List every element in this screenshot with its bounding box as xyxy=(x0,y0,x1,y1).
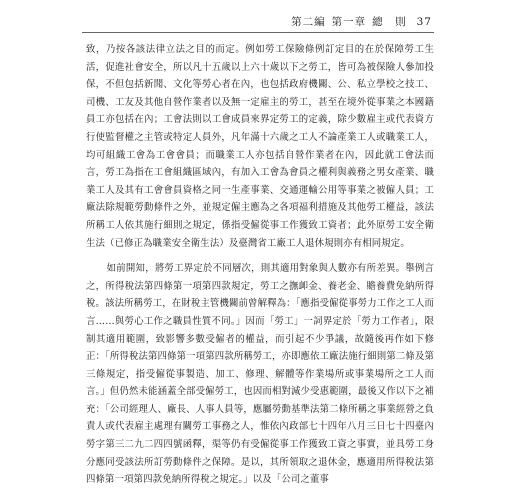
body-text xyxy=(86,41,434,489)
page-number: 37 xyxy=(416,16,432,28)
paragraph-gap xyxy=(86,252,434,260)
running-header xyxy=(291,14,432,29)
chapter-label: 第一章 xyxy=(331,16,367,28)
paragraph-2: 如前開知，將勞工界定於不同層次，則其適用對象與人數亦有所差異。舉例言之，所得稅法第四條第一項第四款規定，勞工之撫卹金、養老金、贍養費免納所得稅。該法所稱勞工，在財稅主管機關前曾解釋為：「應指受僱從事勞力工作之工人而言……與勞心工作之職員性質不同。」因而「勞工」一詞界定於「勞力工作者」，限制其適用範圍，致影響多數受僱者的權益，而引起不少爭議，故隨後再作如下修正：「所得稅法第四條第一項第四款所稱勞工，亦即應依工廠法施行細則第二條及第三條規定，指受僱從事製造、加工、修理、解體等作業場所或事業場所之工人而言。」但仍然未能涵蓋全部受僱勞工，也因而相對減少受惠範圍，最後又作以下之補充：「公司經理人、廠長、人事人員等，應屬勞動基準法第二條所稱之事業經營之負責人或代表雇主處理有關勞工事務之人，惟依內政部七十四年八月三日七十四臺內勞字第三二九二四四號函釋，渠等仍有受僱從事工作獲致工資之事實，並具勞工身分應同受該法所訂勞動條件之保障。是以，其所領取之退休金，應適用所得稅法第四條第一項第四款免納所得稅之規定。」以及「公司之董事 xyxy=(86,263,434,486)
section-label: 總 則 xyxy=(372,16,407,28)
part-label: 第二編 xyxy=(291,16,326,28)
paragraph-1: 致，乃按各該法律立法之目的而定。例如勞工保險條例訂定目的在於保障勞工生活，促進社會安全，所以凡十五歲以上六十歲以下之勞工，皆可為被保險人參加投保，不但包括新聞、文化等勞心者在內，也包括政府機關、公、私立學校之技工、司機、工友及其他自營作業者以及無一定雇主的勞工，甚至在境外從事業之本國籍員工亦包括在內；工會法則以工會成員來界定勞工的定義，除少數雇主或代表資方行使監督權之主管或特定人員外，凡年滿十六歲之工人不論產業工人或職業工人，均可組織工會為工會會員；而職業工人亦包括自營作業者在內，因此就工會法而言，勞工為指在工會組織區域內，有加入工會為會員之權利與義務之男女產業、職業工人及其有工會會員資格之同一生產事業、交通運輸公用等事業之被僱人員；工廠法除規範勞動條件之外，並規定僱主應為之各項福利措施及其他勞工權益，該法所稱工人依其施行細則之規定，係指受僱從事工作獲致工資者；此外原勞工安全衛生法（已修正為職業安全衛生法）及臺灣省工廠工人退休規則亦有相同規定。 xyxy=(86,44,434,249)
header-rule xyxy=(82,32,434,33)
